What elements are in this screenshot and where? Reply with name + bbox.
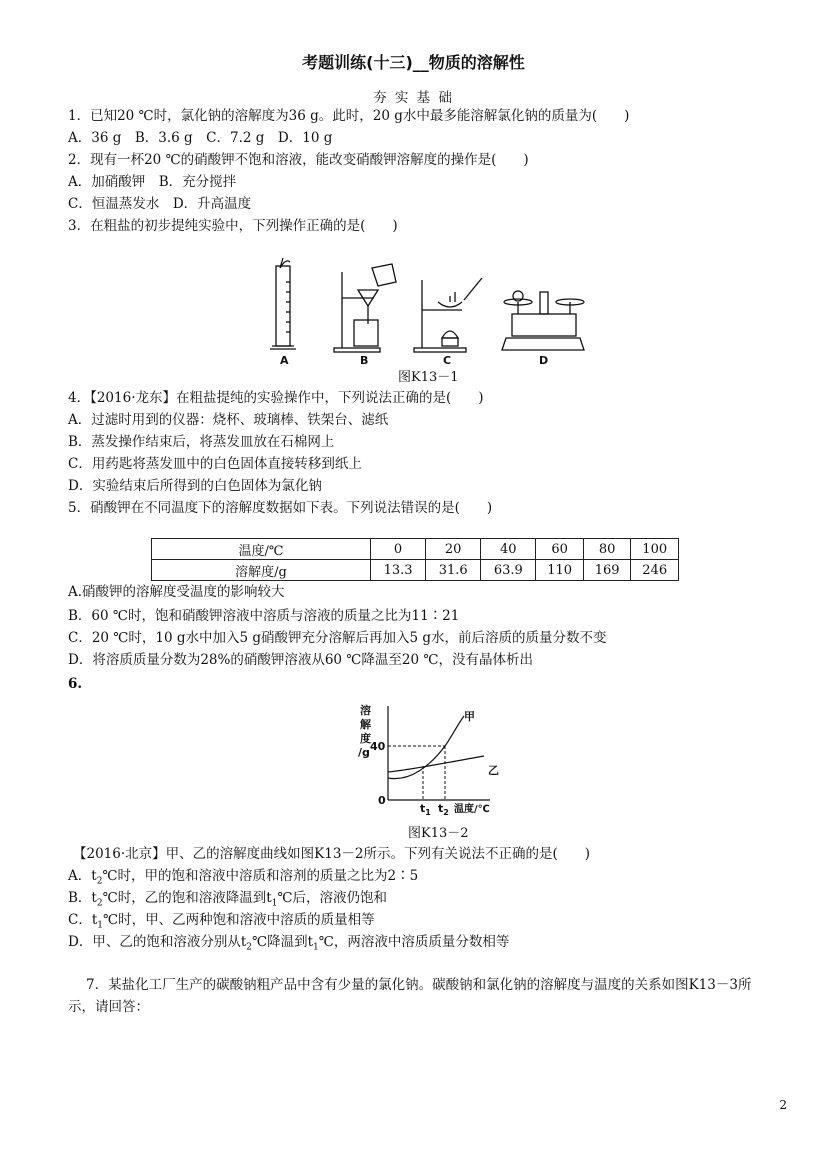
evaporation-setup-icon bbox=[414, 278, 482, 352]
q2-stem: 2．现有一杯20 ℃的硝酸钾不饱和溶液，能改变硝酸钾溶解度的操作是( ) bbox=[68, 152, 529, 168]
figure-k13-1 bbox=[250, 252, 590, 372]
series-label-jia: 甲 bbox=[464, 710, 475, 723]
q4-option-c: C．用药匙将蒸发皿中的白色固体直接转移到纸上 bbox=[68, 456, 362, 472]
table-cell: 0 bbox=[371, 539, 426, 560]
y-tick-40: 40 bbox=[370, 740, 386, 753]
page-number: 2 bbox=[779, 1098, 787, 1112]
y-axis-label-4: /g bbox=[358, 746, 370, 759]
table-cell: 60 bbox=[536, 539, 584, 560]
figure-label-c: C bbox=[443, 354, 452, 367]
table-cell: 80 bbox=[583, 539, 631, 560]
q6-stem: 【2016·北京】甲、乙的溶解度曲线如图K13－2所示。下列有关说法不正确的是( ) bbox=[73, 846, 591, 862]
y-axis-label-3: 度 bbox=[360, 732, 371, 745]
q5-option-c: C．20 ℃时，10 g水中加入5 g硝酸钾充分溶解后再加入5 g水，前后溶质的质量分数不变 bbox=[68, 630, 607, 646]
y-axis-label-2: 解 bbox=[360, 718, 371, 731]
q5-option-a: A.硝酸钾的溶解度受温度的影响较大 bbox=[68, 584, 285, 600]
table-cell: 110 bbox=[536, 560, 584, 581]
table-cell: 100 bbox=[631, 539, 679, 560]
table-cell: 63.9 bbox=[481, 560, 536, 581]
table-header-solubility: 溶解度/g bbox=[152, 560, 371, 581]
x-tick-t2: $t_2$ bbox=[438, 802, 449, 817]
y-axis-label-1: 溶 bbox=[360, 704, 371, 717]
q4-option-d: D．实验结束后所得到的白色固体为氯化钠 bbox=[68, 478, 322, 494]
q4-option-a: A．过滤时用到的仪器：烧杯、玻璃棒、铁架台、滤纸 bbox=[68, 412, 389, 428]
table-row bbox=[152, 539, 679, 560]
q6-number: 6. bbox=[68, 676, 83, 692]
figure-label-b: B bbox=[360, 354, 369, 367]
table-cell: 246 bbox=[631, 560, 679, 581]
table-cell: 20 bbox=[426, 539, 481, 560]
figure-caption-k13-2: 图K13－2 bbox=[408, 826, 469, 841]
q2-options-2: C．恒温蒸发水 D．升高温度 bbox=[68, 196, 252, 212]
solubility-table bbox=[151, 538, 679, 581]
filtration-setup-icon bbox=[334, 264, 396, 352]
q7-line-1: 7．某盐化工厂生产的碳酸钠粗产品中含有少量的氯化钠。碳酸钠和氯化钠的溶解度与温度的关系如图K13－3所 bbox=[86, 977, 752, 993]
table-cell: 40 bbox=[481, 539, 536, 560]
figure-label-d: D bbox=[539, 354, 549, 367]
q3-stem: 3．在粗盐的初步提纯实验中，下列操作正确的是( ) bbox=[68, 218, 398, 234]
q7-line-2: 示，请回答： bbox=[68, 999, 149, 1015]
figure-caption-k13-1: 图K13－1 bbox=[398, 370, 459, 385]
q5-option-d: D．将溶质质量分数为28%的硝酸钾溶液从60 ℃降温至20 ℃，没有晶体析出 bbox=[68, 652, 533, 668]
q6-option-c: C．$t_1℃$时，甲、乙两种饱和溶液中溶质的质量相等 bbox=[68, 912, 375, 931]
series-label-yi: 乙 bbox=[488, 764, 499, 777]
figure-label-a: A bbox=[280, 354, 289, 367]
table-cell: 13.3 bbox=[371, 560, 426, 581]
q6-option-b: B．$t_2℃$时，乙的饱和溶液降温到$t_1℃$后，溶液仍饱和 bbox=[68, 890, 387, 909]
table-row bbox=[152, 560, 679, 581]
origin-label: 0 bbox=[378, 794, 386, 807]
q1-stem: 1．已知20 ℃时，氯化钠的溶解度为36 g。此时，20 g水中最多能溶解氯化钠的质量为( ) bbox=[68, 108, 630, 124]
q6-option-d: D．甲、乙的饱和溶液分别从$t_2℃$降温到$t_1℃$，两溶液中溶质质量分数相等 bbox=[68, 934, 510, 953]
section-heading: 夯 实 基 础 bbox=[373, 90, 454, 106]
table-header-temperature: 温度/℃ bbox=[152, 539, 371, 560]
q2-options-1: A．加硝酸钾 B．充分搅拌 bbox=[68, 174, 237, 190]
curve-jia bbox=[388, 716, 464, 779]
solubility-curve-figure bbox=[350, 700, 510, 820]
q4-option-b: B．蒸发操作结束后，将蒸发皿放在石棉网上 bbox=[68, 434, 335, 450]
q5-option-b: B．60 ℃时，饱和硝酸钾溶液中溶质与溶液的质量之比为11∶21 bbox=[68, 608, 460, 624]
page-title: 考题训练(十三)__物质的溶解性 bbox=[302, 53, 525, 72]
graduated-cylinder-icon bbox=[270, 258, 296, 349]
balance-icon bbox=[502, 291, 584, 350]
q4-stem: 4．【2016·龙东】在粗盐提纯的实验操作中，下列说法正确的是( ) bbox=[68, 390, 484, 406]
curve-yi bbox=[388, 756, 484, 772]
table-cell: 31.6 bbox=[426, 560, 481, 581]
table-cell: 169 bbox=[583, 560, 631, 581]
x-axis-label: 温度/℃ bbox=[454, 804, 490, 815]
q1-options: A．36 g B．3.6 g C．7.2 g D．10 g bbox=[68, 130, 333, 146]
q6-option-a: A．$t_2℃$时，甲的饱和溶液中溶质和溶剂的质量之比为2∶5 bbox=[68, 868, 419, 887]
x-tick-t1: $t_1$ bbox=[420, 802, 431, 817]
q5-stem: 5．硝酸钾在不同温度下的溶解度数据如下表。下列说法错误的是( ) bbox=[68, 500, 493, 516]
